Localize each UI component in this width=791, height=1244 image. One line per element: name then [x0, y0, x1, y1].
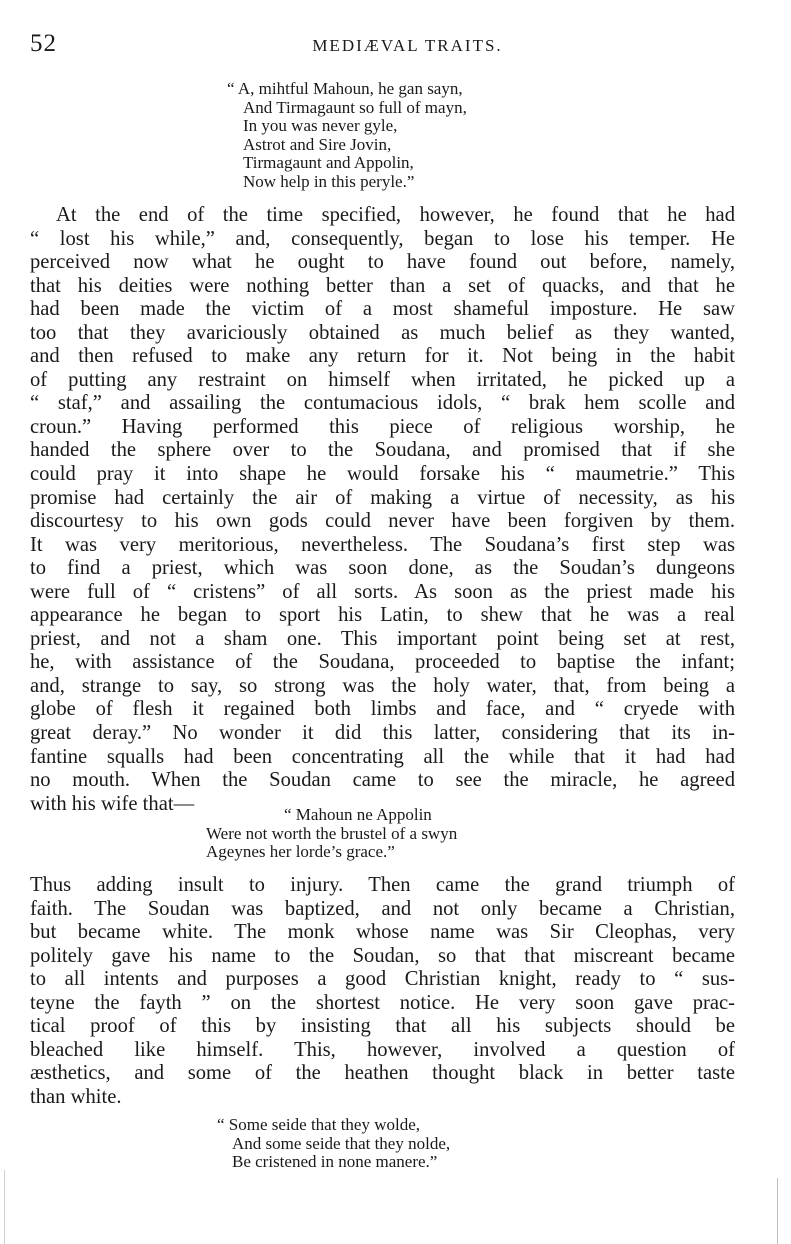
- text-line: bleached like himself. This, however, involved a question of: [30, 1038, 735, 1061]
- paragraph-1: [30, 204, 735, 816]
- text-line: and then refused to make any return for it. Not being in the habit: [30, 345, 735, 368]
- text-line: he, with assistance of the Soudana, proceeded to baptise the infant;: [30, 651, 735, 674]
- text-line: could pray it into shape he would forsake his “ maumetrie.” This: [30, 463, 735, 486]
- text-line: It was very meritorious, nevertheless. The Soudana’s first step was: [30, 533, 735, 556]
- verse-block-2: [206, 806, 457, 862]
- text-line: fantine squalls had been concentrating all the while that it had had: [30, 745, 735, 768]
- text-line: globe of flesh it regained both limbs and face, and “ cryede with: [30, 698, 735, 721]
- verse-line: Astrot and Sire Jovin,: [243, 134, 392, 154]
- text-line: to find a priest, which was soon done, as the Soudan’s dungeons: [30, 557, 735, 580]
- paragraph-2: [30, 874, 735, 1109]
- scan-edge-left: [4, 1170, 5, 1244]
- text-line: “ lost his while,” and, consequently, began to lose his temper. He: [30, 227, 735, 250]
- text-line: priest, and not a sham one. This important point being set at rest,: [30, 627, 735, 650]
- text-line: had been made the victim of a most shameful imposture. He saw: [30, 298, 735, 321]
- text-line: with his wife that—: [30, 792, 195, 815]
- text-line: great deray.” No wonder it did this latter, considering that its in-: [30, 722, 735, 745]
- text-line: to all intents and purposes a good Christian knight, ready to “ sus-: [30, 968, 735, 991]
- verse-line: Be cristened in none manere.”: [232, 1152, 438, 1172]
- text-line: faith. The Soudan was baptized, and not only became a Christian,: [30, 897, 735, 920]
- running-title: MEDIÆVAL TRAITS.: [312, 36, 503, 55]
- scan-edge-right: [777, 1178, 778, 1244]
- text-line: perceived now what he ought to have found out before, namely,: [30, 251, 735, 274]
- text-line: promise had certainly the air of making a virtue of necessity, as his: [30, 486, 735, 509]
- text-line: teyne the fayth ” on the shortest notice. He very soon gave prac-: [30, 991, 735, 1014]
- text-line: and, strange to say, so strong was the holy water, that, from being a: [30, 674, 735, 697]
- text-line: no mouth. When the Soudan came to see the miracle, he agreed: [30, 769, 735, 792]
- page-header: [30, 30, 765, 62]
- verse-line: “ A, mihtful Mahoun, he gan sayn,: [227, 79, 463, 98]
- text-line: æsthetics, and some of the heathen thought black in better taste: [30, 1062, 735, 1085]
- text-line: too that they avariciously obtained as much belief as they wanted,: [30, 321, 735, 344]
- text-line: discourtesy to his own gods could never have been forgiven by them.: [30, 510, 735, 533]
- verse-block-3: [217, 1116, 450, 1172]
- verse-line: “ Some seide that they wolde,: [217, 1115, 421, 1134]
- text-line: Thus adding insult to injury. Then came the grand triumph of: [30, 874, 735, 896]
- text-line: but became white. The monk whose name was Sir Cleophas, very: [30, 921, 735, 944]
- verse-line: In you was never gyle,: [243, 116, 398, 136]
- verse-line: “ Mahoun ne Appolin: [284, 805, 432, 824]
- text-line: were full of “ cristens” of all sorts. As soon as the priest made his: [30, 580, 735, 603]
- verse-block-1: [227, 80, 467, 192]
- text-line: appearance he began to sport his Latin, to shew that he was a real: [30, 604, 735, 627]
- text-line: politely gave his name to the Soudan, so that that miscreant became: [30, 944, 735, 967]
- verse-line: Ageynes her lorde’s grace.”: [206, 842, 395, 862]
- text-line: tical proof of this by insisting that all his subjects should be: [30, 1015, 735, 1038]
- text-line: handed the sphere over to the Soudana, and promised that if she: [30, 439, 735, 462]
- page-number: 52: [30, 30, 57, 57]
- verse-line: And some seide that they nolde,: [232, 1133, 451, 1153]
- text-line: At the end of the time specified, however, he found that he had: [56, 204, 735, 226]
- verse-line: Tirmagaunt and Appolin,: [243, 153, 414, 173]
- text-line: than white.: [30, 1085, 122, 1108]
- text-line: of putting any restraint on himself when irritated, he picked up a: [30, 368, 735, 391]
- verse-line: Were not worth the brustel of a swyn: [206, 823, 458, 843]
- text-line: croun.” Having performed this piece of religious worship, he: [30, 415, 735, 438]
- verse-line: Now help in this peryle.”: [243, 171, 415, 191]
- verse-line: And Tirmagaunt so full of mayn,: [243, 97, 467, 117]
- text-line: that his deities were nothing better than a set of quacks, and that he: [30, 274, 735, 297]
- text-line: “ staf,” and assailing the contumacious idols, “ brak hem scolle and: [30, 392, 735, 415]
